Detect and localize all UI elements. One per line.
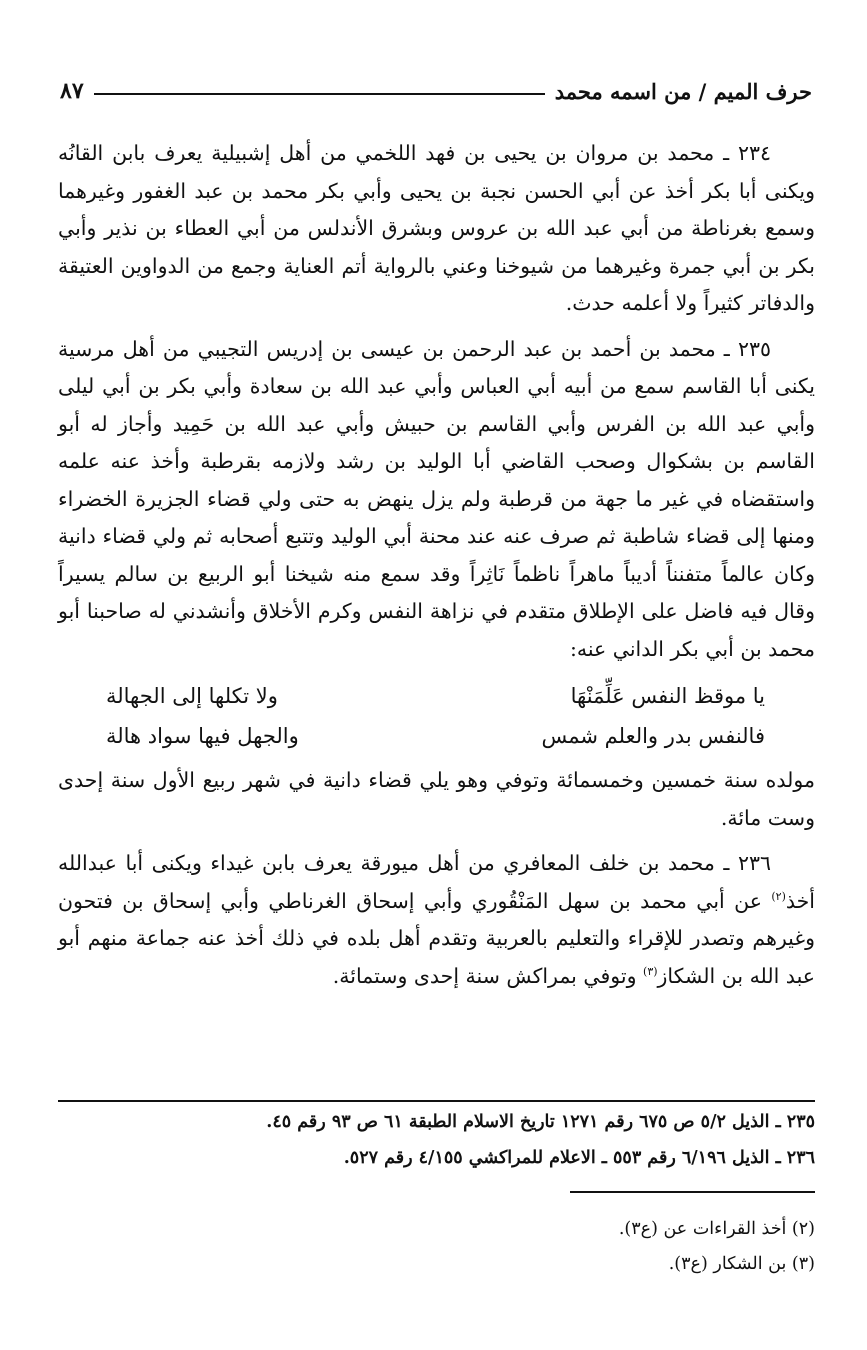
entry-234: [58, 135, 815, 323]
header-rule: [94, 93, 545, 95]
entry-text: عن أبي محمد بن سهل المَنْقُوري وأبي إسحاق الغرناطي وأبي إسحاق بن فتحون وغيرهم وتصدر للإقراء والتعليم بالعربية وتقدم أهل بلده في ذلك أخذ عنه جماعة منهم أبو عبد الله بن الشكاز: [58, 888, 815, 988]
entry-text: ـ محمد بن خلف المعافري من أهل ميورقة يعرف بابن غيداء ويكنى أبا عبدالله أخذ: [58, 851, 815, 913]
footnotes-rule: [570, 1191, 815, 1193]
entry-text: ـ محمد بن أحمد بن عبد الرحمن بن عيسى بن إدريس التجيبي من أهل مرسية يكنى أبا القاسم سمع من أبيه أبي العباس وأبي عبد الله بن سعادة وأبي بكر بن أبي ليلى وأبي عبد الله بن الفرس وأبي القاسم بن حبيش وأبي عبد الله بن حَمِيد وأجاز له أبو القاسم بن بشكوال وصحب القاضي أبا الوليد بن رشد ولازمه بقرطبة وأخذ عنه علمه واستقضاه في غير ما جهة من قرطبة ولم يزل ينهض به حتى ولي قضاء الجزيرة الخضراء ومنها إلى قضاء شاطبة ثم صرف عنه عند محنة أبي الوليد وتتبع أصحابه ثم ولي قضاء دانية وكان عالماً متفنناً أديباً ماهراً ناظماً نَاثِراً وقد سمع منه شيخنا أبو الربيع بن سالم يسيراً وقال فيه فاضل على الإطلاق متقدم في نزاهة النفس وكرم الأخلاق وأنشدني له صاحبنا أبو محمد بن أبي بكر الداني عنه:: [58, 336, 815, 661]
footnote: (٢) أخذ القراءات عن (ع٣).: [618, 1219, 815, 1239]
entry-number: ٢٣٥: [737, 336, 771, 361]
running-header: [60, 64, 812, 104]
entry-number: ٢٣٤: [737, 141, 771, 165]
verse-first-hemistich: يا موقظ النفس عَلِّمَنْهَا: [570, 684, 765, 708]
verse-line: [58, 716, 815, 756]
entry-236: [58, 845, 815, 995]
entry-number: ٢٣٦: [737, 851, 771, 875]
verse-line: [58, 676, 815, 716]
verse-first-hemistich: فالنفس بدر والعلم شمس: [541, 724, 765, 748]
footnote-mark: (٢): [771, 889, 786, 903]
entry-text: ـ محمد بن مروان بن يحيى بن فهد اللخمي من أهل إشبيلية يعرف بابن القانُه ويكنى أبا بكر أخذ عن أبي الحسن نجبة بن يحيى وأبي بكر محمد بن عبد الغفور وغيرهما وسمع بغرناطة من أبي عبد الله بن عروس وبشرق الأندلس من أبي العطاء بن نذير وأبي بكر بن أبي جمرة وغيرهما من شيوخنا وعني بالرواية أتم العناية وجمع من الدواوين العتيقة والدفاتر كثيراً ولا أعلمه حدث.: [58, 141, 815, 315]
entry-235-continuation: مولده سنة خمسين وخمسمائة وتوفي وهو يلي قضاء دانية في شهر ربيع الأول سنة إحدى وست مائة.: [58, 768, 815, 830]
entry-235: [58, 331, 815, 669]
entry-text: وتوفي بمراكش سنة إحدى وستمائة.: [332, 963, 644, 988]
footnotes: [58, 1212, 815, 1282]
references-rule: [58, 1100, 815, 1102]
page-number: ٨٧: [60, 78, 84, 104]
footnote: (٣) بن الشكار (ع٣).: [668, 1254, 815, 1274]
references: [58, 1104, 815, 1176]
verse-second-hemistich: والجهل فيها سواد هالة: [106, 724, 299, 748]
chapter-title: حرف الميم / من اسمه محمد: [554, 79, 812, 104]
poem: [58, 676, 815, 756]
reference-line: ٢٣٥ ـ الذيل ٥/٢ ص ٦٧٥ رقم ١٢٧١ تاريخ الاسلام الطبقة ٦١ ص ٩٣ رقم ٤٥.: [266, 1112, 815, 1132]
verse-second-hemistich: ولا تكلها إلى الجهالة: [106, 684, 278, 708]
footnote-mark: (٣): [643, 964, 658, 978]
main-text: [58, 135, 815, 1003]
reference-line: ٢٣٦ ـ الذيل ٦/١٩٦ رقم ٥٥٣ ـ الاعلام للمراكشي ٤/١٥٥ رقم ٥٢٧.: [343, 1148, 815, 1168]
